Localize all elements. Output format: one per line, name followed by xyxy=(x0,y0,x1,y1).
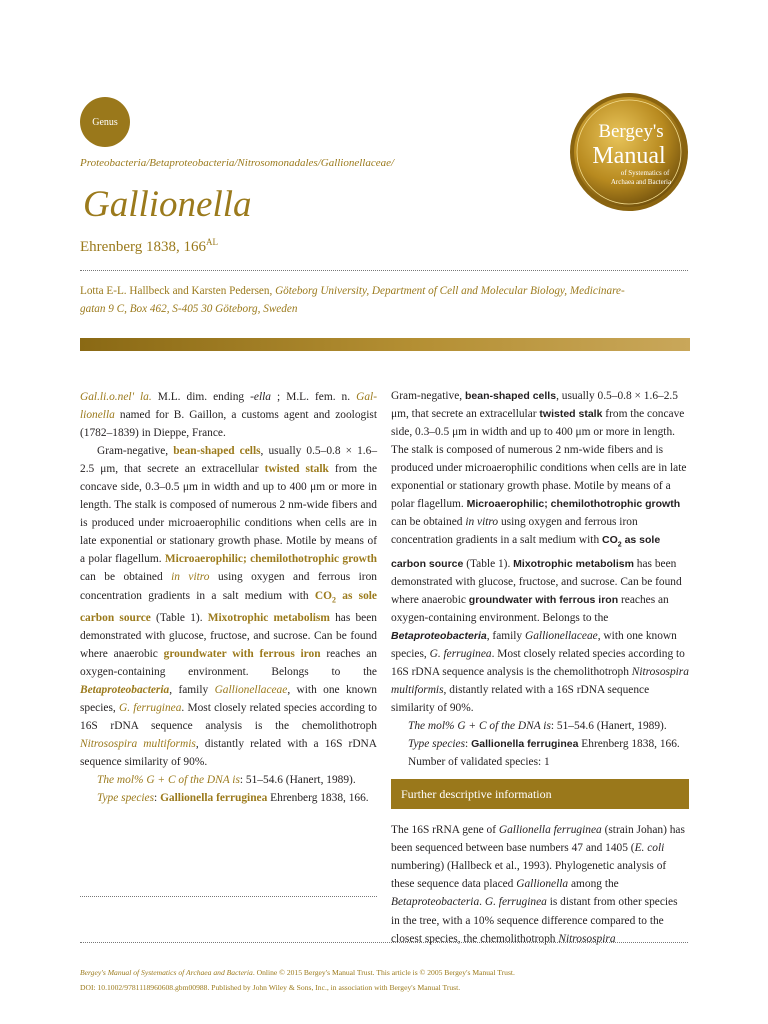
text-span: Gallionella ferruginea xyxy=(498,824,602,837)
header-gold-bar xyxy=(80,338,690,351)
keyword-sub: 2 xyxy=(617,541,622,549)
keyword: as sole carbon source xyxy=(80,589,377,624)
keyword: CO xyxy=(314,589,332,602)
text-span: , distantly related with a 16S rDNA sequence similarity of 90%. xyxy=(391,684,650,715)
divider-left-bottom xyxy=(80,896,377,897)
text-span: The 16S rRNA gene of xyxy=(391,824,499,837)
text-span: G. ferruginea xyxy=(429,647,492,660)
keyword: Mixotrophic metabolism xyxy=(513,557,634,570)
text-span: from the concave side, 0.3–0.5 μm in width and up to 400 μm or more in length. The stalk is composed of numerous 2 nm-wide fibers and is produced under microaerophilic conditions when cells are in late exponential or stationary growth phase. Motile by means of a polar flagellum. xyxy=(80,463,377,566)
keyword: bean-shaped cells xyxy=(465,390,557,402)
keyword: Microaerophilic; chemilothotrophic growth xyxy=(466,498,681,511)
text-span: , family xyxy=(486,629,525,642)
genus-title: Gallionella xyxy=(83,184,252,225)
authority xyxy=(80,237,218,256)
text-span: has been demonstrated with glucose, fructose, and sucrose. Can be found where anaerobic xyxy=(80,611,377,660)
text-span: E. coli xyxy=(634,842,665,855)
text-span: Type species xyxy=(97,792,155,805)
footer-copyright: . Online © 2015 Bergey's Manual Trust. This article is © 2005 Bergey's Manual Trust. xyxy=(252,968,515,977)
text-span: named for B. Gaillon, a customs agent and zoologist (1782–1839) in Dieppe, France. xyxy=(80,409,377,440)
text-span: Gal-lionella xyxy=(80,391,377,422)
gc-content-paragraph xyxy=(391,717,689,735)
keyword: twisted stalk xyxy=(539,408,603,421)
text-span: has been demonstrated with glucose, fructose, and sucrose. Can be found where anaerobic xyxy=(391,557,682,606)
logo-text-of-systematics: of Systematics of xyxy=(620,169,670,177)
text-span: in vitro xyxy=(171,571,210,584)
text-span: numbering) (Hallbeck et al., 1993). Phylogenetic analysis of these sequence data placed xyxy=(391,860,667,891)
text-span: ; M.L. fem. n. xyxy=(271,391,357,403)
keyword: groundwater with ferrous iron xyxy=(468,593,619,606)
authority-sup: AL xyxy=(205,237,218,247)
keyword: twisted stalk xyxy=(264,463,329,476)
text-span: . xyxy=(479,896,485,909)
text-span: in vitro xyxy=(465,516,499,529)
text-span: Gallionellaceae xyxy=(524,629,598,642)
gc-content-paragraph xyxy=(80,771,377,789)
text-span: (strain Johan) has been sequenced between base numbers 47 and 1405 ( xyxy=(391,824,685,855)
text-span: G. ferruginea xyxy=(484,896,547,909)
keyword: Microaerophilic; chemilothotrophic growth xyxy=(164,553,377,566)
divider-footer xyxy=(80,942,688,943)
text-span: , family xyxy=(169,684,215,697)
text-span: The mol% G + C of the DNA is xyxy=(97,774,240,787)
text-span: Gallionellaceae xyxy=(214,684,288,697)
author-institution-line2: gatan 9 C, Box 462, S-405 30 Göteborg, Sweden xyxy=(80,303,298,315)
keyword: as sole carbon source xyxy=(391,534,661,570)
logo-text-manual: Manual xyxy=(592,143,666,169)
right-column xyxy=(391,387,689,948)
text-span: , usually 0.5–0.8 × 1.6–2.5 μm, that secrete an extracellular xyxy=(80,445,378,476)
text-span: is distant from other species in the tree, with a 10% sequence difference compared to the closest species, the chemolithotroph xyxy=(391,896,678,945)
text-span: from the concave side, 0.3–0.5 μm in width and up to 400 μm or more in length. The stalk is composed of numerous 2 nm-wide fibers and is produced under microaerophilic conditions when cells are in late exponential or stationary growth phase. Motile by means of a polar flagellum. xyxy=(391,408,687,511)
text-span: : xyxy=(154,792,161,805)
text-span: Nitrosospira multiformis xyxy=(391,665,689,697)
keyword: Mixotrophic metabolism xyxy=(207,611,330,624)
text-span: : xyxy=(465,738,472,751)
text-span: (Table 1). xyxy=(463,557,514,570)
text-span: M.L. dim. ending - xyxy=(151,391,254,403)
text-span: reaches an oxygen-containing environment. Belongs to the xyxy=(80,647,377,678)
author-block xyxy=(80,282,692,318)
keyword: CO xyxy=(602,534,618,547)
genus-badge-label: Genus xyxy=(92,116,118,128)
further-info-paragraph xyxy=(391,821,689,947)
text-span: Gallionella xyxy=(516,878,569,891)
text-span: Ehrenberg 1838, 166. xyxy=(267,792,369,805)
logo-text-bergeys: Bergey's xyxy=(598,121,664,142)
text-span: Betaproteobacteria xyxy=(391,896,480,909)
text-span: reaches an oxygen-containing environment. Belongs to the xyxy=(391,593,669,624)
text-span: (Table 1). xyxy=(150,611,208,624)
text-span: . Most closely related species according to 16S rDNA sequence analysis is the chemolithotroph xyxy=(80,702,377,733)
etymology-paragraph xyxy=(80,388,377,442)
section-heading-further-info: Further descriptive information xyxy=(391,779,689,809)
footer-line-2: DOI: 10.1002/9781118960608.gbm00988. Published by John Wiley & Sons, Inc., in association with Bergey's Manual Trust. xyxy=(80,983,461,992)
author-names: Lotta E-L. Hallbeck and Karsten Pedersen, xyxy=(80,285,273,297)
footer xyxy=(80,965,515,995)
text-span: Ehrenberg 1838, 166. xyxy=(578,738,680,751)
text-span: , with one known species, xyxy=(80,684,377,715)
description-paragraph xyxy=(391,387,689,717)
keyword: Gallionella ferruginea xyxy=(160,792,268,805)
text-span: , distantly related with a 16S rDNA sequence similarity of 90%. xyxy=(80,738,378,769)
keyword: Betaproteobacteria xyxy=(391,629,487,642)
text-span: Type species xyxy=(408,738,466,751)
keyword: Gallionella ferruginea xyxy=(471,738,579,751)
text-span: , with one known species, xyxy=(391,629,677,660)
footer-line-1 xyxy=(80,965,515,980)
keyword: groundwater with ferrous iron xyxy=(163,647,321,660)
text-span: ella xyxy=(253,391,272,403)
text-span: using oxygen and ferrous iron concentration gradients in a salt medium with xyxy=(391,516,638,547)
taxonomy-path: Proteobacteria/Betaproteobacteria/Nitrosomonadales/Gallionellaceae/ xyxy=(80,157,395,169)
left-column xyxy=(80,388,377,807)
authority-text: Ehrenberg 1838, 166 xyxy=(80,239,206,255)
text-span: Gram-negative, xyxy=(391,390,466,402)
genus-badge xyxy=(80,97,130,147)
bergeys-manual-logo xyxy=(569,90,689,214)
text-span: G. ferruginea xyxy=(118,702,182,715)
validated-species-count: Number of validated species: 1 xyxy=(408,756,550,769)
text-span: Nitrosospira xyxy=(558,932,616,945)
text-span: using oxygen and ferrous iron concentration gradients in a salt medium with xyxy=(80,571,377,602)
text-span: can be obtained xyxy=(391,516,466,529)
text-span: Gram-negative, xyxy=(97,445,174,458)
text-span: , usually 0.5–0.8 × 1.6–2.5 μm, that secrete an extracellular xyxy=(391,390,678,421)
keyword: bean-shaped cells xyxy=(173,445,261,458)
text-span: : 51–54.6 (Hanert, 1989). xyxy=(550,720,667,733)
text-span: among the xyxy=(568,878,619,891)
text-span: : 51–54.6 (Hanert, 1989). xyxy=(239,774,356,787)
divider-top xyxy=(80,270,688,271)
footer-journal-title: Bergey's Manual of Systematics of Archaea and Bacteria xyxy=(80,968,253,977)
keyword-sub: 2 xyxy=(331,594,336,604)
etymology-pronunciation: Gal.li.o.nel' la. xyxy=(80,391,152,403)
text-span: can be obtained xyxy=(80,571,172,584)
type-species-paragraph xyxy=(391,735,689,753)
logo-text-archaea-bacteria: Archaea and Bacteria xyxy=(610,178,672,186)
description-paragraph xyxy=(80,442,377,771)
text-span: Nitrosospira multiformis xyxy=(80,738,196,751)
keyword: Betaproteobacteria xyxy=(80,684,170,697)
author-institution: Göteborg University, Department of Cell and Molecular Biology, Medicinare- xyxy=(275,285,625,297)
text-span: The mol% G + C of the DNA is xyxy=(408,720,551,733)
type-species-paragraph xyxy=(80,789,377,807)
text-span: . Most closely related species according to 16S rDNA sequence analysis is the chemolithotroph xyxy=(391,647,685,678)
